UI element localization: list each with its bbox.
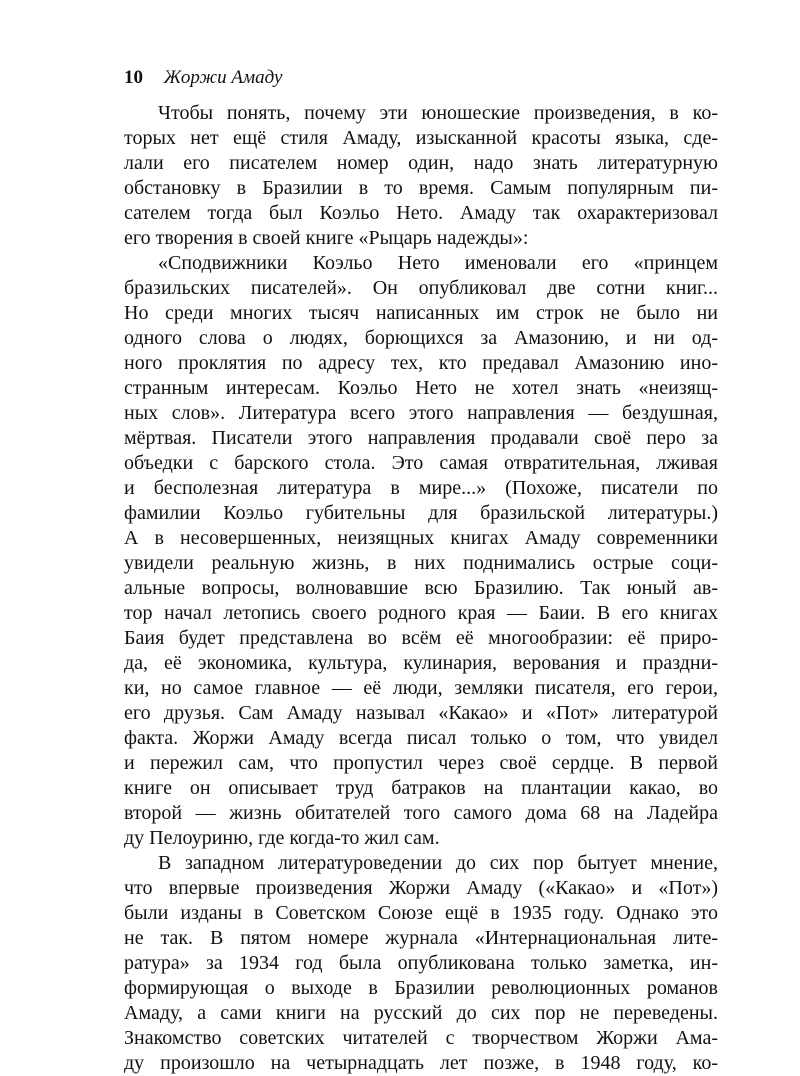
- text-line: не так. В пятом номере журнала «Интернациональная лите-: [124, 927, 718, 949]
- text-line: были изданы в Советском Союзе ещё в 1935 году. Однако это: [124, 902, 718, 924]
- text-line: тор начал летопись своего родного края — Баии. В его книгах: [124, 602, 718, 624]
- text-line: торых нет ещё стиля Амаду, изысканной красоты языка, сде-: [124, 127, 718, 149]
- text-line: факта. Жоржи Амаду всегда писал только о том, что увидел: [124, 727, 718, 749]
- running-title: Жоржи Амаду: [163, 67, 283, 88]
- paragraph: [124, 251, 718, 851]
- text-line: Амаду, а сами книги на русский до сих пор не переведены.: [124, 1002, 718, 1024]
- text-line: мёртвая. Писатели этого направления продавали своё перо за: [124, 427, 718, 449]
- text-line: ки, но самое главное — её люди, земляки писателя, его герои,: [124, 677, 718, 699]
- text-line: ду Пелоуриню, где когда-то жил сам.: [124, 827, 440, 849]
- text-line: бразильских писателей». Он опубликовал две сотни книг...: [124, 277, 718, 299]
- text-line: странным интересам. Коэльо Нето не хотел знать «неизящ-: [124, 377, 718, 399]
- text-line: фамилии Коэльо губительны для бразильской литературы.): [124, 502, 718, 524]
- text-line: и бесполезная литература в мире...» (Похоже, писатели по: [124, 477, 718, 499]
- text-line: его творения в своей книге «Рыцарь надежды»:: [124, 227, 529, 249]
- text-line: сателем тогда был Коэльо Нето. Амаду так охарактеризовал: [124, 202, 718, 224]
- text-line: второй — жизнь обитателей того самого дома 68 на Ладейра: [124, 802, 718, 824]
- text-line: В западном литературоведении до сих пор бытует мнение,: [158, 852, 718, 874]
- text-line: ных слов». Литература всего этого направления — бездушная,: [124, 402, 718, 424]
- paragraph: [124, 101, 718, 251]
- text-line: ного проклятия по адресу тех, кто предавал Амазонию ино-: [124, 352, 718, 374]
- text-line: формирующая о выходе в Бразилии революционных романов: [124, 977, 718, 999]
- text-line: и пережил сам, что пропустил через своё сердце. В первой: [124, 752, 718, 774]
- text-line: да, её экономика, культура, кулинария, верования и праздни-: [124, 652, 718, 674]
- text-line: Чтобы понять, почему эти юношеские произведения, в ко-: [158, 102, 718, 124]
- text-line: ратура» за 1934 год была опубликована только заметка, ин-: [124, 952, 718, 974]
- text-line: книге он описывает труд батраков на плантации какао, во: [124, 777, 718, 799]
- text-line: объедки с барского стола. Это самая отвратительная, лживая: [124, 452, 718, 474]
- text-line: «Сподвижники Коэльо Нето именовали его «принцем: [158, 252, 718, 274]
- running-header: [124, 66, 282, 90]
- page-number: 10: [124, 67, 143, 88]
- text-line: обстановку в Бразилии в то время. Самым популярным пи-: [124, 177, 718, 199]
- text-line: лали его писателем номер один, надо знать литературную: [124, 152, 718, 174]
- text-line: Знакомство советских читателей с творчеством Жоржи Ама-: [124, 1027, 718, 1049]
- text-line: увидели реальную жизнь, в них поднимались острые соци-: [124, 552, 718, 574]
- paragraph: [124, 851, 718, 1076]
- body-text: [124, 101, 718, 1076]
- text-line: одного слова о людях, борющихся за Амазонию, и ни од-: [124, 327, 718, 349]
- text-line: его друзья. Сам Амаду называл «Какао» и «Пот» литературой: [124, 702, 718, 724]
- text-line: что впервые произведения Жоржи Амаду («Какао» и «Пот»): [124, 877, 718, 899]
- text-line: альные вопросы, волновавшие всю Бразилию. Так юный ав-: [124, 577, 718, 599]
- text-line: А в несовершенных, неизящных книгах Амаду современники: [124, 527, 718, 549]
- text-line: Баия будет представлена во всём её многообразии: её приро-: [124, 627, 718, 649]
- text-line: Но среди многих тысяч написанных им строк не было ни: [124, 302, 718, 324]
- text-line: ду произошло на четырнадцать лет позже, в 1948 году, ко-: [124, 1052, 718, 1074]
